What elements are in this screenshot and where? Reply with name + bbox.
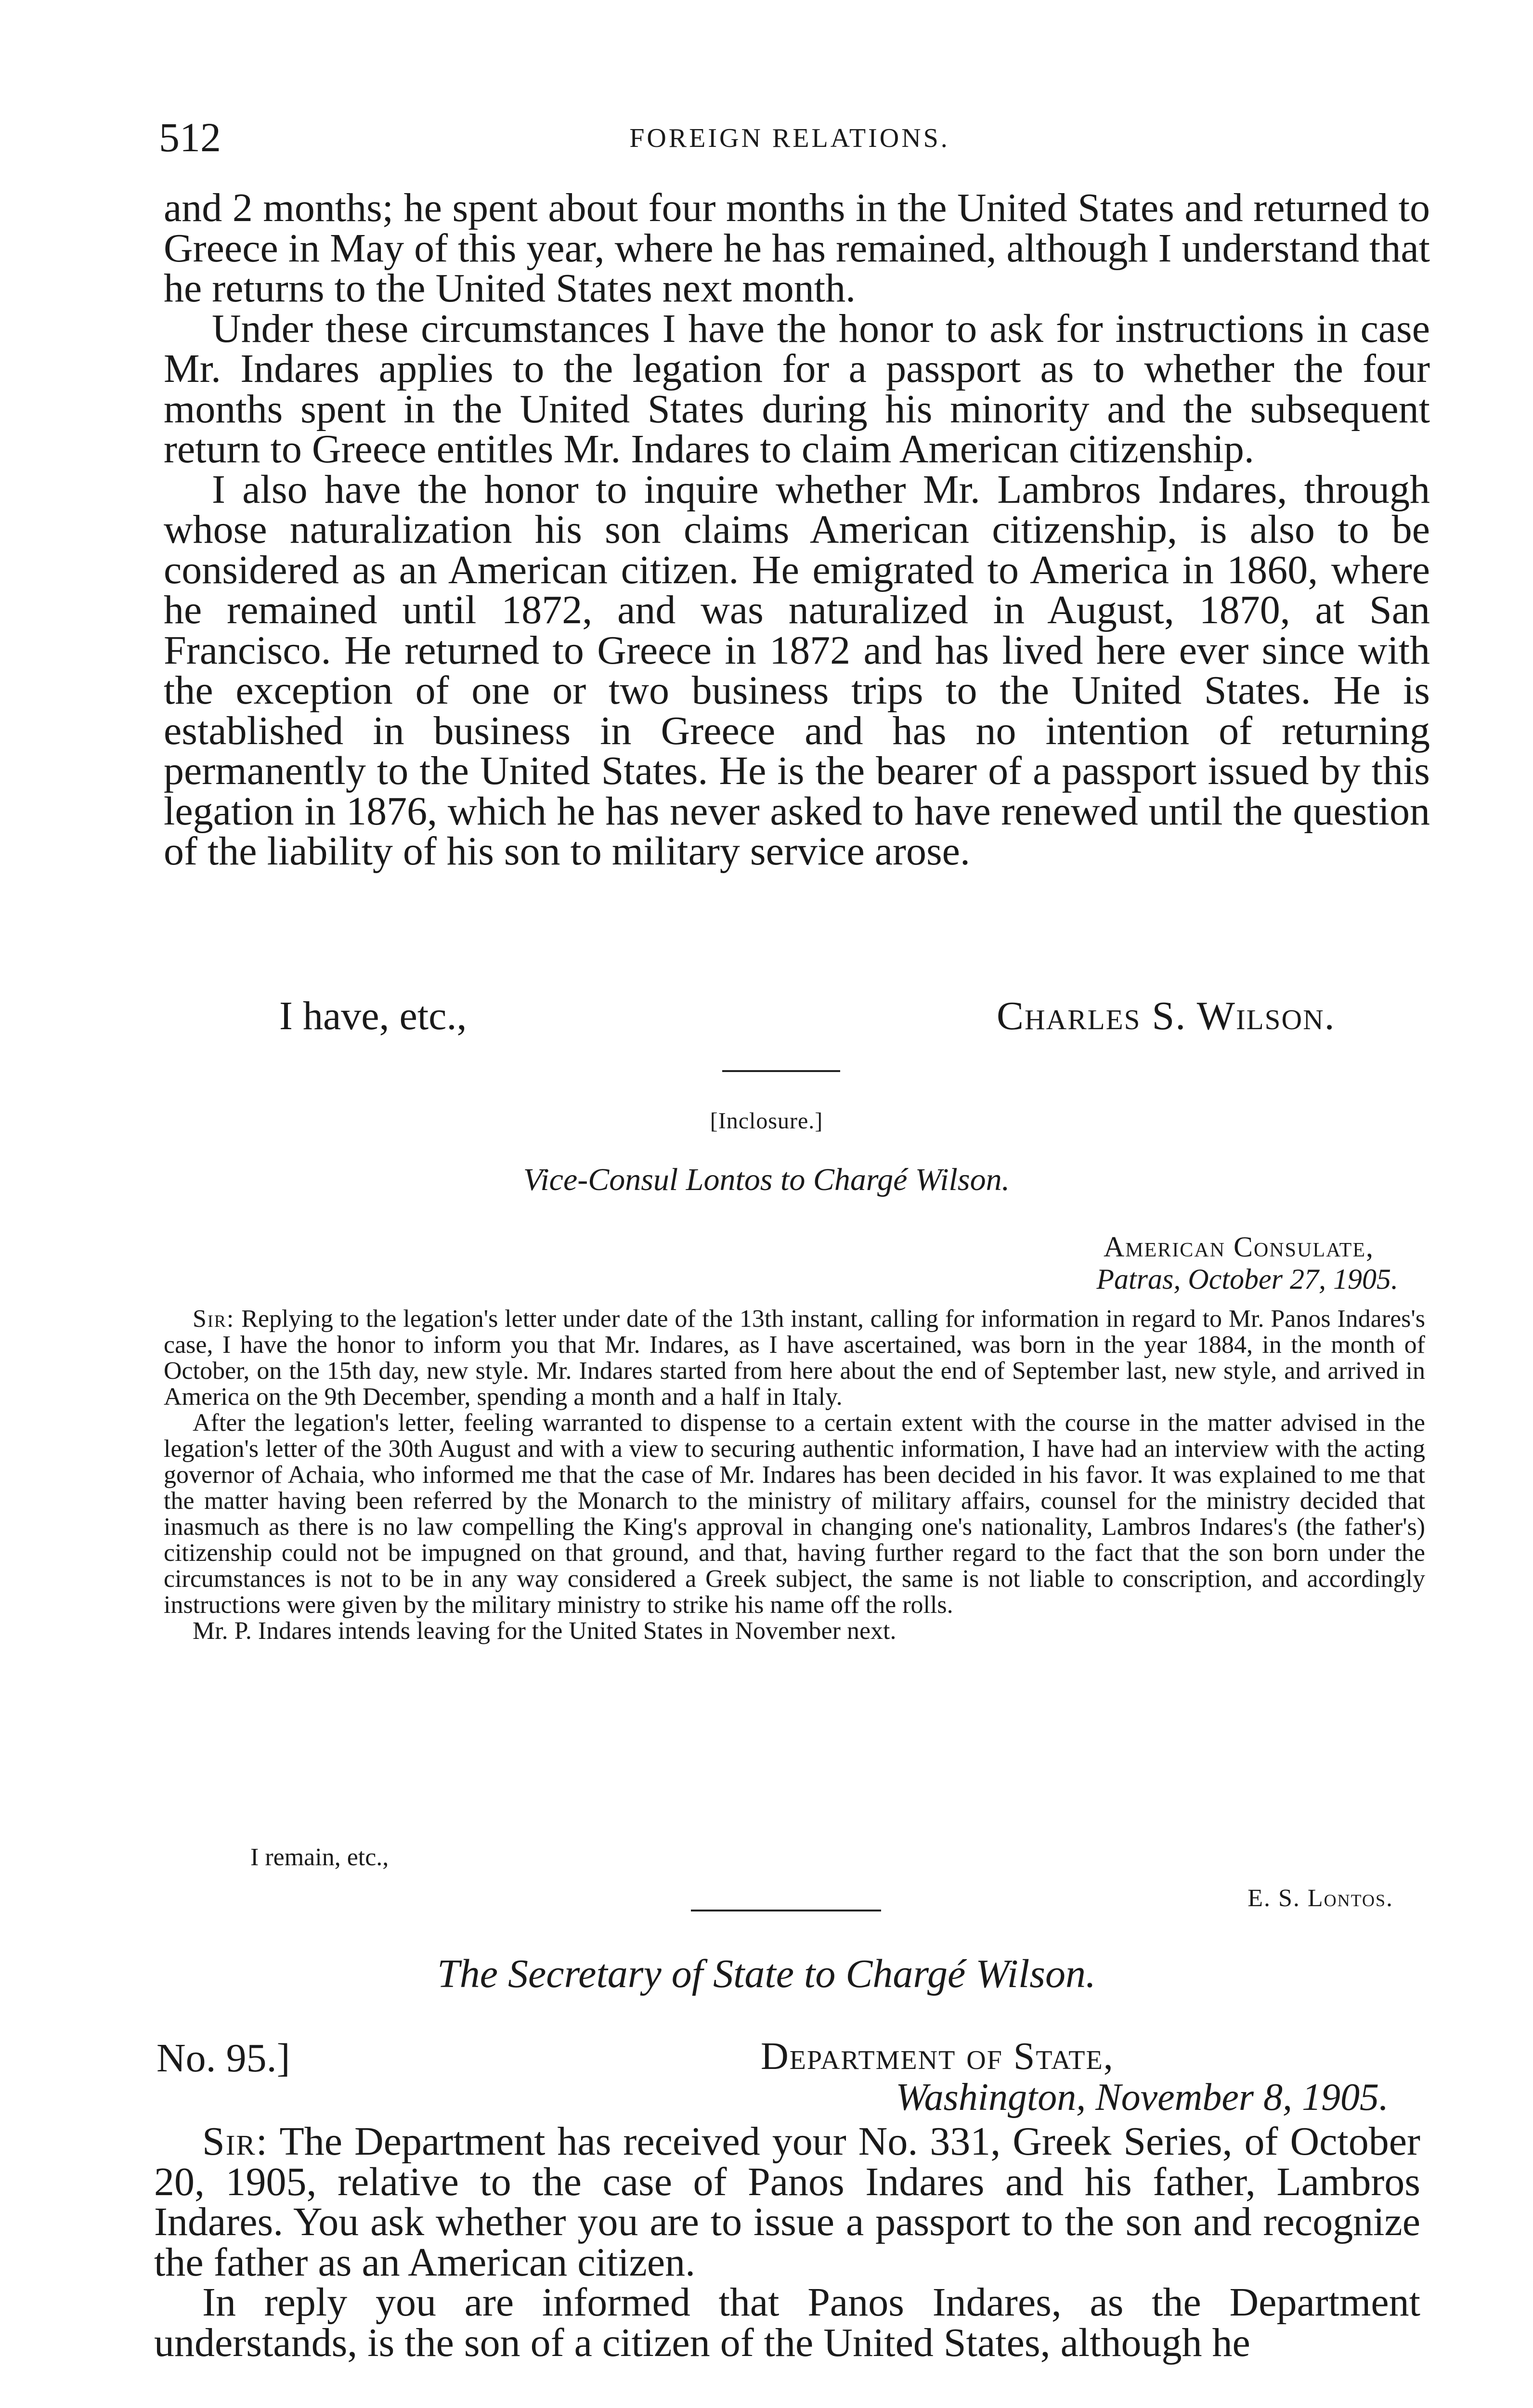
reply-paragraph: Sir: The Department has received your No. 331, Greek Series, of October 20, 1905, relative to the case of Panos Indares and his father, Lambros Indares. You ask whether you are to issue a passport to the son and recognize the father as an American citizen.	[154, 2119, 1420, 2285]
letter-signature: Charles S. Wilson.	[997, 994, 1336, 1038]
inclosure-office: American Consulate,	[1103, 1231, 1374, 1263]
inclosure-salutation: Sir:	[193, 1305, 235, 1333]
reply-office: Department of State,	[761, 2035, 1114, 2078]
letter-closing: I have, etc.,	[279, 994, 467, 1038]
inclosure-closing: I remain, etc.,	[250, 1844, 389, 1871]
running-title: FOREIGN RELATIONS.	[629, 123, 950, 153]
reply-body	[154, 2121, 1420, 2363]
inclosure-paragraph: After the legation's letter, feeling warranted to dispense to a certain extent with the course in the matter advised in the legation's letter of the 30th August and with a view to securing authentic information, I have had an interview with the acting governor of Achaia, who informed me that the case of Mr. Indares has been decided in his favor. It was explained to me that the matter having been referred by the Monarch to the ministry of military affairs, counsel for the ministry decided that inasmuch as there is no law compelling the King's approval in changing one's nationality, Lambros Indares's (the father's) citizenship could not be impugned on that ground, and that, having further regard to the fact that the son born under the circumstances is not to be in any way considered a Greek subject, the same is not liable to conscription, and accordingly instructions were given by the military ministry to strike his name off the rolls.	[164, 1409, 1425, 1619]
inclosure-body	[164, 1306, 1425, 1644]
inclosure-signature: E. S. Lontos.	[1247, 1885, 1393, 1912]
reply-paragraph: In reply you are informed that Panos Indares, as the Department understands, is the son of a citizen of the United States, although he	[154, 2280, 1420, 2365]
reply-number: No. 95.]	[156, 2036, 290, 2081]
letter-paragraph: and 2 months; he spent about four months in the United States and returned to Greece in May of this year, where he has remained, although I understand that he returns to the United States next month.	[164, 185, 1430, 311]
inclosure-paragraph: Sir: Replying to the legation's letter under date of the 13th instant, calling for information in regard to Mr. Panos Indares's case, I have the honor to inform you that Mr. Indares, as I have ascertained, was born in the year 1884, in the month of October, on the 15th day, new style. Mr. Indares started from here about the end of September last, new style, and arrived in America on the 9th December, spending a month and a half in Italy.	[164, 1305, 1426, 1411]
reply-heading: The Secretary of State to Chargé Wilson.	[437, 1951, 1096, 1996]
inclosure-heading: Vice-Consul Lontos to Chargé Wilson.	[523, 1162, 1010, 1197]
letter-paragraph: Under these circumstances I have the honor to ask for instructions in case Mr. Indares applies to the legation for a passport as to whether the four months spent in the United States during his minority and the subsequent return to Greece entitles Mr. Indares to claim American citizenship.	[164, 306, 1430, 471]
page-number: 512	[159, 114, 221, 160]
inclosure-paragraph: Mr. P. Indares intends leaving for the United States in November next.	[193, 1617, 896, 1645]
letter-body	[164, 185, 1430, 874]
reply-place-date: Washington, November 8, 1905.	[896, 2076, 1389, 2119]
inclosure-place-date: Patras, October 27, 1905.	[1096, 1263, 1398, 1295]
reply-salutation: Sir:	[202, 2119, 269, 2164]
section-divider	[691, 1910, 881, 1911]
letter-paragraph: I also have the honor to inquire whether Mr. Lambros Indares, through whose naturalization his son claims American citizenship, is also to be considered as an American citizen. He emigrated to America in 1860, where he remained until 1872, and was naturalized in August, 1870, at San Francisco. He returned to Greece in 1872 and has lived here ever since with the exception of one or two business trips to the United States. He is established in business in Greece and has no intention of returning permanently to the United States. He is the bearer of a passport issued by this legation in 1876, which he has never asked to have renewed until the question of the liability of his son to military service arose.	[164, 467, 1430, 874]
inclosure-label: [Inclosure.]	[710, 1108, 823, 1134]
page-header	[159, 113, 1420, 166]
section-divider	[722, 1070, 840, 1072]
